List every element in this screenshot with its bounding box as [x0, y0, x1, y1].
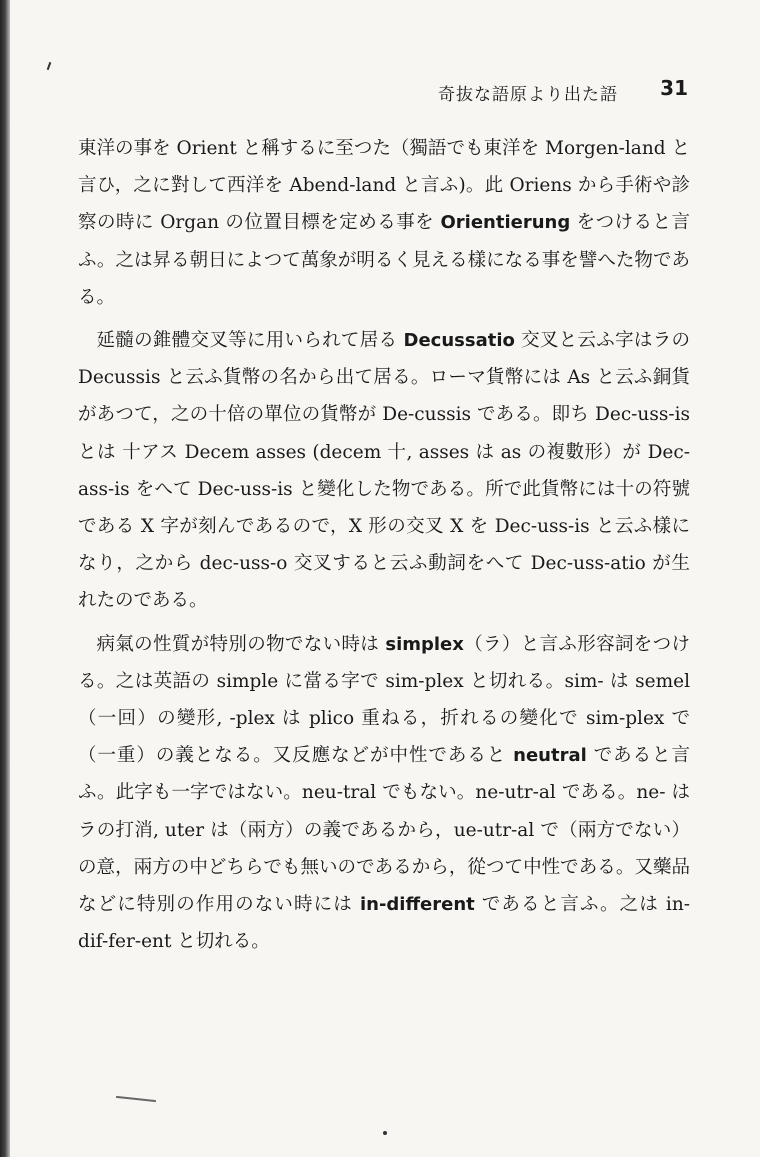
text-run: をつけると言ふ。之は昇る朝日によつて萬象が明るく見える樣になる事を譬へた物である。	[78, 212, 690, 308]
text-run: 交叉と云ふ字はラの Decussis と云ふ貨幣の名から出て居る。ローマ貨幣には As と云ふ銅貨があつて，之の十倍の單位の貨幣が De-cussis である。即ち Dec-uss-is とは 十アス Decem asses (decem 十, asses は as の複數形）が Dec-ass-is をへて Dec-uss-is と變化した物である。所で此貨幣には十の符號である X 字が刻んであるので，X 形の交叉 X を Dec-uss-is と云ふ樣になり，之から dec-uss-o 交叉すると云ふ動詞をへて Dec-uss-atio が生れたのである。	[78, 330, 690, 612]
body-text	[78, 130, 690, 966]
text-run: 病氣の性質が特別の物でない時は	[96, 633, 386, 655]
bold-term: Decussatio	[403, 330, 515, 352]
page-number: 31	[660, 76, 688, 100]
bold-term: in-different	[359, 894, 475, 916]
paragraph-orient	[78, 130, 690, 316]
text-run: （ラ）と言ふ形容詞をつける。之は英語の simple に當る字で sim-plex と切れる。sim- は semel（一回）の變形, -plex は plico 重ねる，折れるの變化で sim-plex で（一重）の義となる。又反應などが中性であると	[78, 633, 690, 767]
ink-speck	[47, 62, 52, 70]
paragraph-simplex	[78, 626, 690, 961]
bold-term: neutral	[513, 745, 587, 767]
ink-speck	[116, 1096, 156, 1102]
paragraph-decussatio	[78, 322, 690, 620]
bold-term: simplex	[385, 633, 464, 655]
text-run: 東洋の事を Orient と稱するに至つた（獨語でも東洋を Morgen-land と言ひ，之に對して西洋を Abend-land と言ふ)。此 Oriens から手術や診察の時に Organ の位置目標を定める事を	[78, 138, 690, 234]
book-binding-edge	[0, 0, 10, 1157]
running-title: 奇抜な語原より出た語	[438, 85, 618, 105]
text-run: であると言ふ。之は in-dif-fer-ent と切れる。	[78, 894, 690, 953]
text-run: 延髓の錐體交叉等に用いられて居る	[96, 330, 404, 352]
ink-speck	[383, 1131, 387, 1135]
text-run: であると言ふ。此字も一字ではない。neu-tral でもない。ne-utr-al である。ne- はラの打消, uter は（兩方）の義であるから，ue-utr-al で（兩方でない）の意，兩方の中どちらでも無いのであるから，從つて中性である。又藥品などに特別の作用のない時には	[78, 745, 690, 916]
page-header	[78, 76, 688, 106]
bold-term: Orientierung	[440, 212, 571, 234]
